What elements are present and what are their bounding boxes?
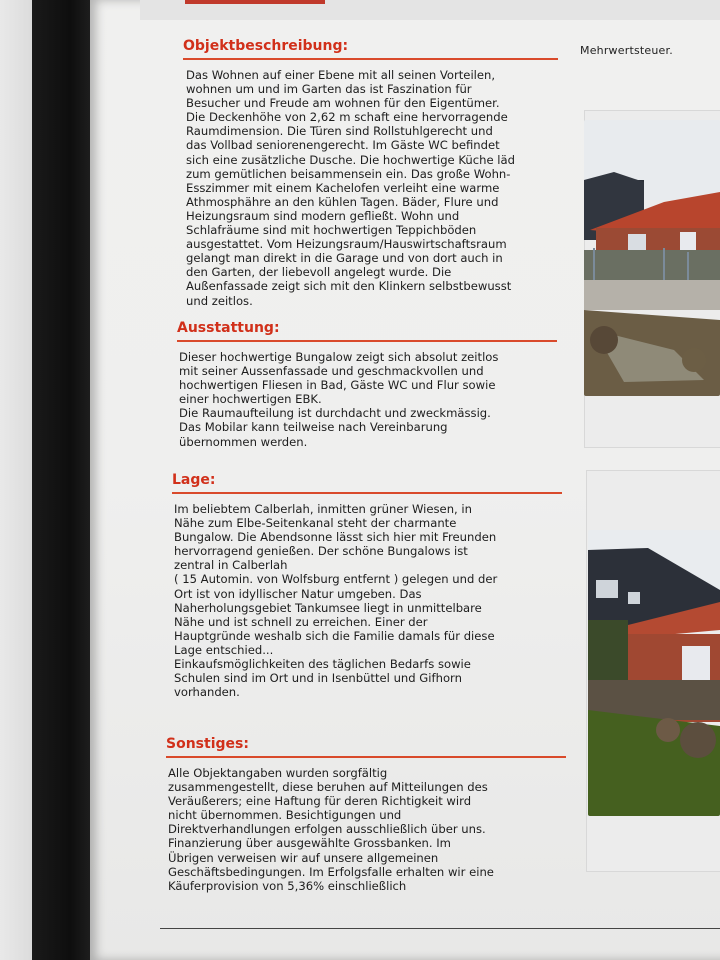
section-objektbeschreibung [183,38,558,308]
bungalow-photo-top [584,120,720,396]
section-text: Dieser hochwertige Bungalow zeigt sich absolut zeitlos mit seiner Aussenfassade und geschmackvollen und hochwertigen Fliesen in Bad, Gäste WC und Flur sowie einer hochwertigen EBK. Die Raumaufteilung ist durchdacht und zweckmässig. Das Mobilar kann teilweise nach Vereinbarung übernommen werden. [179,350,499,449]
section-ausstattung [177,320,557,449]
heading-rule [177,340,557,342]
bottom-divider [160,928,720,929]
binder-edge [32,0,96,960]
section-sonstiges [166,736,566,893]
section-text: Alle Objektangaben wurden sorgfältig zusammengestellt, diese beruhen auf Mitteilungen des Veräußerers; eine Haftung für deren Richtigkeit wird nicht übernommen. Besichtigungen und Direktverhandlungen erfolgen ausschließlich über uns. Finanzierung über ausgewählte Grossbanken. Im Übrigen verweisen wir auf unsere allgemeinen Geschäftsbedingungen. Im Erfolgsfalle erhalten wir eine Käuferprovision von 5,36% einschließlich [168,766,494,893]
heading-rule [172,492,562,494]
section-heading: Ausstattung: [177,320,280,336]
section-lage [172,472,562,699]
section-text: Im beliebtem Calberlah, inmitten grüner Wiesen, in Nähe zum Elbe-Seitenkanal steht der charmante Bungalow. Die Abendsonne lässt sich hier mit Freunden hervorragend genießen. Der schöne Bungalows ist zentral in Calberlah ( 15 Automin. von Wolfsburg entfernt ) gelegen und der Ort ist von idyllischer Natur umgeben. Das Naherholungsgebiet Tankumsee liegt in unmittelbare Nähe und ist schnell zu erreichen. Einer der Hauptgründe weshalb sich die Familie damals für diese Lage entschied... Einkaufsmöglichkeiten des täglichen Bedarfs sowie Schulen sind im Ort und in Isenbüttel und Gifhorn vorhanden. [174,502,498,700]
section-heading: Lage: [172,472,216,488]
bungalow-photo-bottom [588,530,720,816]
top-accent-line [185,0,325,4]
side-note: Mehrwertsteuer. [580,44,673,57]
section-heading: Objektbeschreibung: [183,38,349,54]
heading-rule [183,58,558,60]
heading-rule [166,756,566,758]
section-text: Das Wohnen auf einer Ebene mit all seinen Vorteilen, wohnen um und im Garten das ist Faszination für Besucher und Freude am wohnen für den Eigentümer. Die Deckenhöhe von 2,62 m schaft eine hervorragende Raumdimension. Die Türen sind Rollstuhlgerecht und das Vollbad seniorenengerecht. Im Gäste WC befindet sich eine zusätzliche Dusche. Die hochwertige Küche läd zum gemütlichen beisammensein ein. Das große Wohn- Esszimmer mit einem Kachelofen verleiht eine warme Athmosphähre an den kühlen Tagen. Bäder, Flure und Heizungsraum sind modern gefließt. Wohn und Schlafräume sind mit hochwertigen Teppichböden ausgestattet. Vom Heizungsraum/Hauswirtschaftsraum gelangt man direkt in die Garage und von dort auch in den Garten, der liebevoll angelegt wurde. Die Außenfassade zeigt sich mit den Klinkern selbstbewusst und zeitlos. [186,68,515,308]
section-heading: Sonstiges: [166,736,249,752]
